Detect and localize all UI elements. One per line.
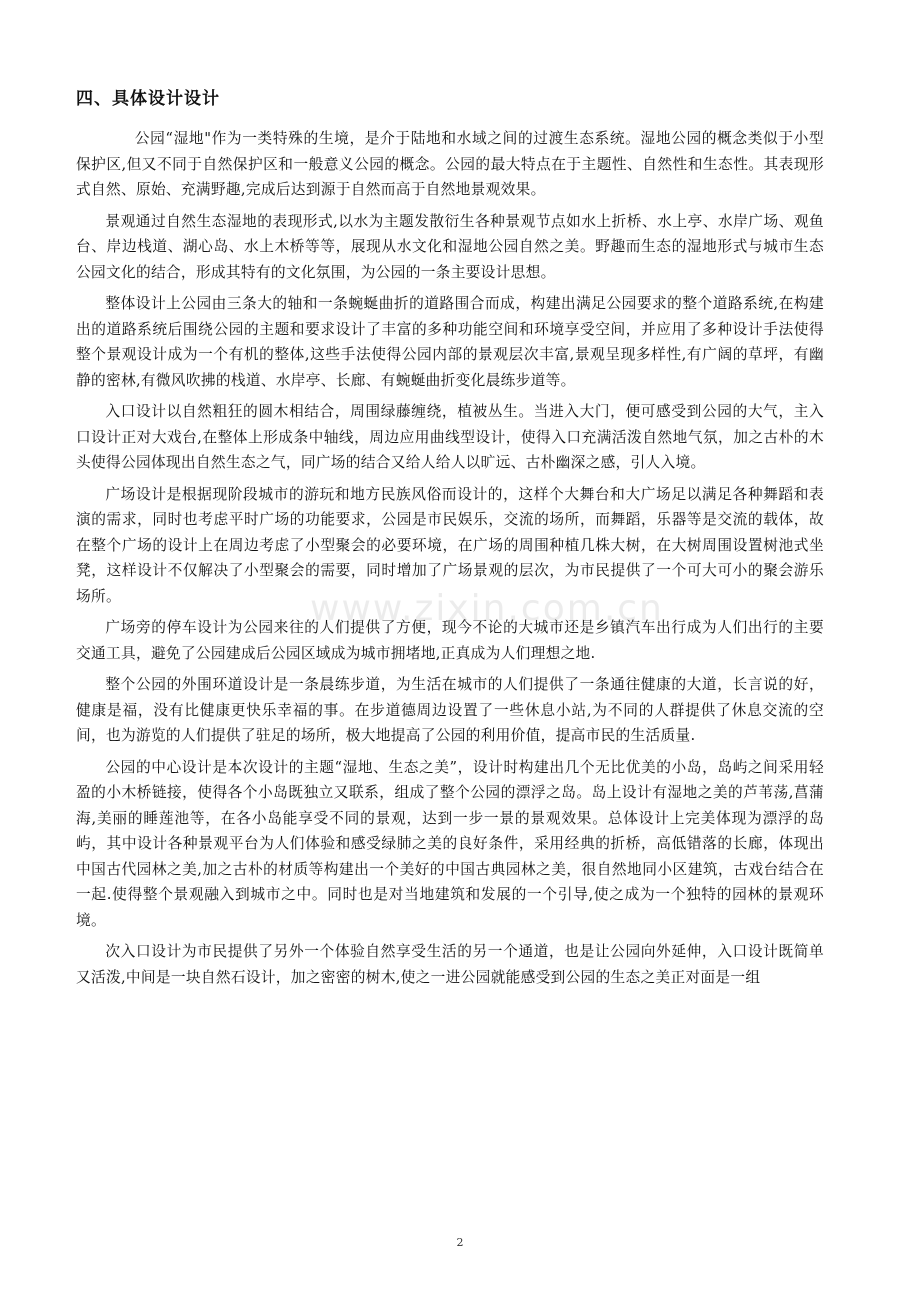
- paragraph-9: 次入口设计为市民提供了另外一个体验自然享受生活的另一个通道，也是让公园向外延伸，入口设计既简单又活泼,中间是一块自然石设计，加之密密的树木,使之一进公园就能感受到公园的生态之美正对面是一组: [76, 943, 824, 986]
- paragraph-6: 广场旁的停车设计为公园来往的人们提供了方便，现今不论的大城市还是乡镇汽车出行成为人们出行的主要交通工具，避免了公园建成后公园区域成为城市拥堵地,正真成为人们理想之地.: [76, 619, 824, 662]
- paragraph-2: 景观通过自然生态湿地的表现形式,以水为主题发散衍生各种景观节点如水上折桥、水上亭、水岸广场、观鱼台、岸边栈道、湖心岛、水上木桥等等，展现从水文化和湿地公园自然之美。野趣而生态的湿地形式与城市生态公园文化的结合，形成其特有的文化氛围，为公园的一条主要设计思想。: [76, 212, 824, 281]
- paragraph-8: 公园的中心设计是本次设计的主题“湿地、生态之美”，设计时构建出几个无比优美的小岛，岛屿之间采用轻盈的小木桥链接，使得各个小岛既独立又联系，组成了整个公园的漂浮之岛。岛上设计有湿地之美的芦苇荡,菖蒲海,美丽的睡莲池等，在各小岛能享受不同的景观，达到一步一景的景观效果。总体设计上完美体现为漂浮的岛屿，其中设计各种景观平台为人们体验和感受绿肺之美的良好条件，采用经典的折桥，高低错落的长廊，体现出中国古代园林之美,加之古朴的材质等构建出一个美好的中国古典园林之美，很自然地同小区建筑，古戏台结合在一起.使得整个景观融入到城市之中。同时也是对当地建筑和发展的一个引导,使之成为一个独特的园林的景观环境。: [76, 758, 824, 929]
- paragraph-5: 广场设计是根据现阶段城市的游玩和地方民族风俗而设计的，这样个大舞台和大广场足以满足各种舞蹈和表演的需求，同时也考虑平时广场的功能要求，公园是市民娱乐，交流的场所，而舞蹈，乐器等是交流的载体，故在整个广场的设计上在周边考虑了小型聚会的必要环境，在广场的周围种植几株大树，在大树周围设置树池式坐凳，这样设计不仅解决了小型聚会的需要，同时增加了广场景观的层次，为市民提供了一个可大可小的聚会游乐场所。: [76, 485, 824, 605]
- watermark: www.zixin.com.cn: [310, 588, 664, 629]
- document-body: [76, 126, 824, 996]
- section-heading: 四、具体设计设计: [76, 89, 220, 109]
- paragraph-3: 整体设计上公园由三条大的轴和一条蜿蜒曲折的道路围合而成，构建出满足公园要求的整个道路系统,在构建出的道路系统后围绕公园的主题和要求设计了丰富的多种功能空间和环境享受空间，并应用了多种设计手法使得整个景观设计成为一个有机的整体,这些手法使得公园内部的景观层次丰富,景观呈现多样性,有广阔的草坪，有幽静的密林,有微风吹拂的栈道、水岸亭、长廊、有蜿蜒曲折变化晨练步道等。: [76, 295, 824, 389]
- paragraph-1: 公园“湿地"作为一类特殊的生境，是介于陆地和水域之间的过渡生态系统。湿地公园的概念类似于小型保护区,但又不同于自然保护区和一般意义公园的概念。公园的最大特点在于主题性、自然性和生态性。其表现形式自然、原始、充满野趣,完成后达到源于自然而高于自然地景观效果。: [76, 130, 824, 198]
- page-number: 2: [456, 1236, 464, 1249]
- paragraph-4: 入口设计以自然粗狂的圆木相结合，周围绿藤缠绕，植被丛生。当进入大门，便可感受到公园的大气，主入口设计正对大戏台,在整体上形成条中轴线，周边应用曲线型设计，使得入口充满活泼自然地气氛，加之古朴的木头使得公园体现出自然生态之气，同广场的结合又给人给人以旷远、古朴幽深之感，引人入境。: [76, 403, 824, 471]
- paragraph-7: 整个公园的外围环道设计是一条晨练步道，为生活在城市的人们提供了一条通往健康的大道，长言说的好，健康是福，没有比健康更快乐幸福的事。在步道德周边设置了一些休息小站,为不同的人群提供了休息交流的空间，也为游览的人们提供了驻足的场所，极大地提高了公园的利用价值，提高市民的生活质量.: [76, 676, 824, 744]
